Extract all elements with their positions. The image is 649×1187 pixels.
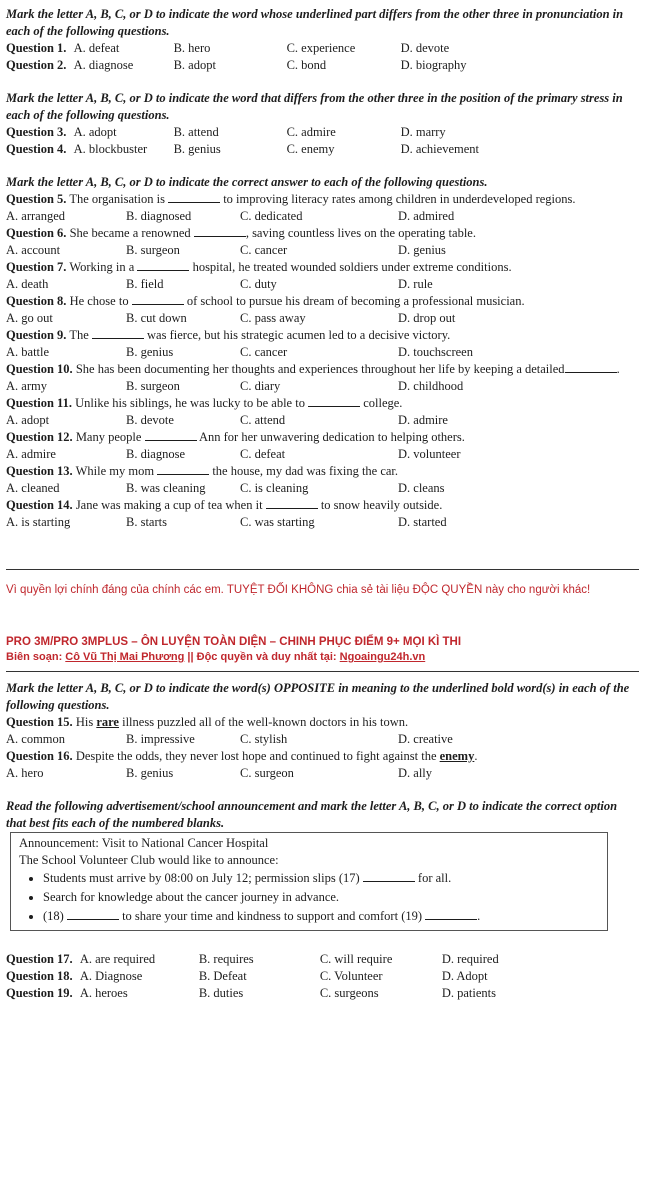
list-item (43, 907, 599, 926)
answer-blank (168, 191, 220, 203)
question-text: to snow heavily outside. (320, 498, 443, 512)
option-a: A. heroes (79, 986, 128, 1000)
answer-blank (67, 908, 119, 920)
question-label: Question 13. (6, 464, 73, 478)
option-c: C. stylish (240, 732, 288, 746)
option-a: A. army (6, 379, 47, 393)
option-d: D. achievement (400, 142, 479, 156)
option-c: C. pass away (240, 311, 306, 325)
option-a: A. hero (6, 766, 44, 780)
answer-blank (194, 225, 246, 237)
question-label: Question 17. (6, 952, 73, 966)
option-a: A. blockbuster (73, 142, 148, 156)
option-a: A. Diagnose (79, 969, 143, 983)
answer-blank (137, 259, 189, 271)
answer-blank (145, 429, 197, 441)
question-text: The (69, 328, 89, 342)
option-b: B. surgeon (126, 243, 180, 257)
section3-instruction: Mark the letter A, B, C, or D to indicate the correct answer to each of the following questions. (6, 175, 488, 189)
option-c: C. surgeon (240, 766, 294, 780)
option-b: B. attend (173, 125, 219, 139)
question-11 (6, 395, 639, 429)
question-text: college. (363, 396, 403, 410)
option-a: A. account (6, 243, 61, 257)
answer-blank (565, 361, 617, 373)
question-label: Question 7. (6, 260, 67, 274)
question-text: . (474, 749, 478, 763)
question-text: was fierce, but his strategic acumen led to a decisive victory. (147, 328, 451, 342)
option-a: A. go out (6, 311, 53, 325)
option-b: B. genius (126, 766, 174, 780)
option-a: A. battle (6, 345, 50, 359)
option-a: A. are required (79, 952, 156, 966)
option-a: A. adopt (73, 125, 117, 139)
question-text: While my mom (75, 464, 155, 478)
option-d: D. genius (398, 243, 446, 257)
option-d: D. devote (400, 41, 450, 55)
announcement-list (19, 869, 599, 926)
question-15 (6, 714, 639, 748)
option-d: D. patients (441, 986, 496, 1000)
course-header-credit (6, 650, 639, 665)
option-c: C. defeat (240, 447, 286, 461)
option-d: D. ally (398, 766, 433, 780)
question-label: Question 15. (6, 715, 73, 729)
option-b: B. cut down (126, 311, 187, 325)
option-b: B. genius (126, 345, 174, 359)
section2-instruction: Mark the letter A, B, C, or D to indicate the word that differs from the other three in the position of the primary stress in each of the following questions. (6, 91, 623, 122)
option-d: D. Adopt (441, 969, 488, 983)
option-b: B. field (126, 277, 164, 291)
option-b: B. diagnose (126, 447, 186, 461)
option-c: C. cancer (240, 345, 288, 359)
option-d: D. childhood (398, 379, 464, 393)
question-text: to improving literacy rates among children in underdeveloped regions. (223, 192, 576, 206)
question-text: The organisation is (69, 192, 165, 206)
question-4 (6, 141, 639, 158)
option-c: C. cancer (240, 243, 288, 257)
list-item (43, 869, 599, 888)
question-label: Question 6. (6, 226, 67, 240)
answer-blank (157, 463, 209, 475)
question-text: . (616, 362, 620, 376)
option-c: C. Volunteer (319, 969, 383, 983)
question-label: Question 3. (6, 125, 67, 139)
option-b: B. was cleaning (126, 481, 206, 495)
option-d: D. drop out (398, 311, 456, 325)
announcement-intro: The School Volunteer Club would like to announce: (19, 853, 279, 867)
option-b: B. genius (173, 142, 221, 156)
question-2 (6, 57, 639, 74)
option-c: C. was starting (240, 515, 315, 529)
question-text: His (75, 715, 94, 729)
question-text: Jane was making a cup of tea when it (75, 498, 263, 512)
section1-instruction: Mark the letter A, B, C, or D to indicate the word whose underlined part differs from the other three in pronunciation in each of the following questions. (6, 7, 624, 38)
question-13 (6, 463, 639, 497)
option-a: A. defeat (73, 41, 120, 55)
option-c: C. surgeons (319, 986, 379, 1000)
key-word: rare (96, 715, 119, 729)
announcement-box (10, 832, 608, 931)
question-label: Question 14. (6, 498, 73, 512)
answer-blank (425, 908, 477, 920)
question-7 (6, 259, 639, 293)
option-b: B. diagnosed (126, 209, 192, 223)
option-b: B. Defeat (198, 969, 247, 983)
question-text: She became a renowned (69, 226, 191, 240)
question-17 (6, 951, 639, 968)
question-label: Question 12. (6, 430, 73, 444)
website-link[interactable]: Ngoaingu24h.vn (339, 651, 426, 663)
bullet-text: (18) (43, 909, 64, 923)
option-c: C. experience (286, 41, 356, 55)
copyright-notice: Vì quyền lợi chính đáng của chính các em. TUYỆT ĐỐI KHÔNG chia sẻ tài liệu ĐỘC QUYỀN này cho người khác! (6, 584, 591, 596)
option-c: C. dedicated (240, 209, 303, 223)
option-d: D. marry (400, 125, 446, 139)
option-c: C. admire (286, 125, 336, 139)
question-3 (6, 124, 639, 141)
option-d: D. cleans (398, 481, 445, 495)
bullet-text: Search for knowledge about the cancer journey in advance. (43, 890, 340, 904)
option-c: C. duty (240, 277, 277, 291)
question-text: Many people (75, 430, 142, 444)
bullet-text: Students must arrive by 08:00 on July 12; permission slips (17) (43, 871, 360, 885)
option-c: C. will require (319, 952, 393, 966)
option-b: B. devote (126, 413, 174, 427)
option-c: C. diary (240, 379, 281, 393)
question-16 (6, 748, 639, 782)
announcement-title: Announcement: Visit to National Cancer Hospital (19, 836, 269, 850)
question-text: hospital, he treated wounded soldiers under extreme conditions. (192, 260, 512, 274)
question-18 (6, 968, 639, 985)
key-word: enemy (439, 749, 475, 763)
question-text: Ann for her unwavering dedication to helping others. (198, 430, 465, 444)
option-a: A. is starting (6, 515, 71, 529)
author-link[interactable]: Cô Vũ Thị Mai Phương (65, 651, 185, 663)
question-14 (6, 497, 639, 531)
option-b: B. adopt (173, 58, 216, 72)
question-8 (6, 293, 639, 327)
question-text: Working in a (69, 260, 135, 274)
option-c: C. attend (240, 413, 286, 427)
question-label: Question 5. (6, 192, 67, 206)
option-a: A. adopt (6, 413, 50, 427)
question-12 (6, 429, 639, 463)
question-1 (6, 40, 639, 57)
option-b: B. impressive (126, 732, 195, 746)
answer-blank (363, 870, 415, 882)
question-text: illness puzzled all of the well-known doctors in his town. (122, 715, 409, 729)
option-a: A. cleaned (6, 481, 60, 495)
option-d: D. admired (398, 209, 455, 223)
option-a: A. common (6, 732, 66, 746)
question-text: of school to pursue his dream of becoming a professional musician. (186, 294, 525, 308)
section4-instruction: Mark the letter A, B, C, or D to indicate the word(s) OPPOSITE in meaning to the underlined bold word(s) in each of the following questions. (6, 681, 630, 712)
option-d: D. creative (398, 732, 453, 746)
question-9 (6, 327, 639, 361)
question-text: She has been documenting her thoughts and experiences throughout her life by keeping a detailed (75, 362, 565, 376)
question-label: Question 2. (6, 58, 67, 72)
option-c: C. is cleaning (240, 481, 309, 495)
list-item (43, 888, 599, 907)
option-c: C. enemy (286, 142, 335, 156)
section5-instruction: Read the following advertisement/school announcement and mark the letter A, B, C, or D to indicate the correct option that best fits each of the numbered blanks. (6, 799, 618, 830)
question-label: Question 4. (6, 142, 67, 156)
question-label: Question 9. (6, 328, 67, 342)
course-header-title: PRO 3M/PRO 3MPLUS – ÔN LUYỆN TOÀN DIỆN – CHINH PHỤC ĐIỂM 9+ MỌI KÌ THI (6, 636, 462, 648)
option-d: D. touchscreen (398, 345, 473, 359)
question-label: Question 19. (6, 986, 73, 1000)
question-label: Question 18. (6, 969, 73, 983)
option-b: B. duties (198, 986, 244, 1000)
question-text: Unlike his siblings, he was lucky to be able to (75, 396, 305, 410)
question-text: He chose to (69, 294, 129, 308)
question-10 (6, 361, 639, 395)
credit-prefix: Biên soạn: (6, 651, 63, 663)
question-6 (6, 225, 639, 259)
question-label: Question 10. (6, 362, 73, 376)
question-19 (6, 985, 639, 1002)
option-c: C. bond (286, 58, 327, 72)
bullet-text: to share your time and kindness to support and comfort (19) (122, 909, 423, 923)
answer-blank (308, 395, 360, 407)
bullet-text: . (477, 909, 481, 923)
option-b: B. starts (126, 515, 167, 529)
option-a: A. death (6, 277, 49, 291)
option-d: D. admire (398, 413, 448, 427)
option-d: D. volunteer (398, 447, 461, 461)
option-b: B. hero (173, 41, 211, 55)
option-a: A. admire (6, 447, 56, 461)
answer-blank (92, 327, 144, 339)
question-5 (6, 191, 639, 225)
question-label: Question 8. (6, 294, 67, 308)
option-b: B. requires (198, 952, 254, 966)
option-a: A. diagnose (73, 58, 134, 72)
question-label: Question 1. (6, 41, 67, 55)
question-text: the house, my dad was fixing the car. (212, 464, 399, 478)
answer-blank (266, 497, 318, 509)
answer-blank (132, 293, 184, 305)
question-text: , saving countless lives on the operating table. (245, 226, 476, 240)
option-a: A. arranged (6, 209, 65, 223)
option-d: D. started (398, 515, 447, 529)
option-d: D. rule (398, 277, 433, 291)
question-label: Question 11. (6, 396, 72, 410)
option-b: B. surgeon (126, 379, 180, 393)
option-d: D. required (441, 952, 499, 966)
question-text: Despite the odds, they never lost hope and continued to fight against the (75, 749, 437, 763)
credit-middle: || Độc quyền và duy nhất tại: (187, 651, 337, 663)
bullet-text: for all. (417, 871, 452, 885)
option-d: D. biography (400, 58, 467, 72)
question-label: Question 16. (6, 749, 73, 763)
